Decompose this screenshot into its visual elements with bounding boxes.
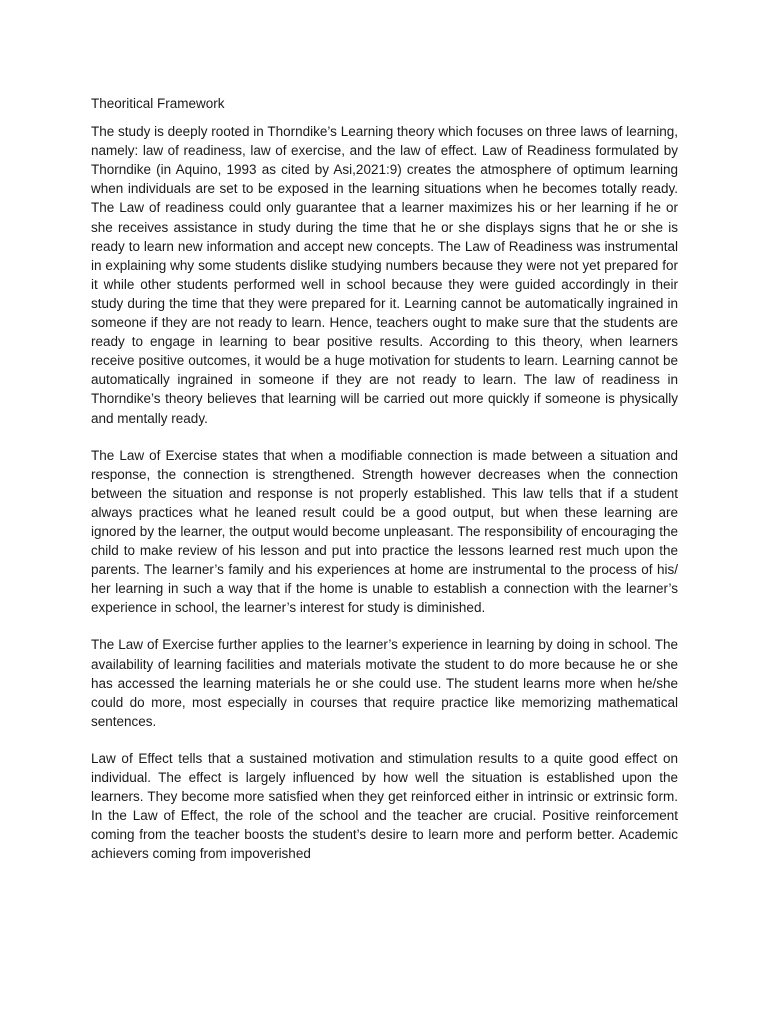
paragraph-law-of-effect: Law of Effect tells that a sustained motivation and stimulation results to a quite good effect on individual. The effect is largely influenced by how well the situation is established upon the learners. They become more satisfied when they get reinforced either in intrinsic or extrinsic form. In the Law of Effect, the role of the school and the teacher are crucial. Positive reinforcement coming from the teacher boosts the student’s desire to learn more and perform better. Academic achievers coming from impoverished [91,750,678,862]
paragraph-law-of-exercise-further: The Law of Exercise further applies to the learner’s experience in learning by doing in school. The availability of learning facilities and materials motivate the student to do more because he or she has accessed the learning materials he or she could use. The student learns more when he/she could do more, most especially in courses that require practice like memorizing mathematical sentences. [91,637,678,729]
section-heading: Theoritical Framework [91,96,225,111]
document-body [91,94,678,863]
paragraph-law-of-readiness: The study is deeply rooted in Thorndike’s Learning theory which focuses on three laws of learning, namely: law of readiness, law of exercise, and the law of effect. Law of Readiness formulated by Thorndike (in Aquino, 1993 as cited by Asi,2021:9) creates the atmosphere of optimum learning when individuals are set to be exposed in the learning situations when he becomes totally ready. The Law of readiness could only guarantee that a learner maximizes his or her learning if he or she receives assistance in study during the time that he or she displays signs that he or she is ready to learn new information and accept new concepts. The Law of Readiness was instrumental in explaining why some students dislike studying numbers because they were not yet prepared for it while other students performed well in school because they were guided accordingly in their study during the time that they were prepared for it. Learning cannot be automatically ingrained in someone if they are not ready to learn. Hence, teachers ought to make sure that the students are ready to engage in learning to bear positive results. According to this theory, when learners receive positive outcomes, it would be a huge motivation for students to learn. Learning cannot be automatically ingrained in someone if they are not ready to learn. The law of readiness in Thorndike’s theory believes that learning will be carried out more quickly if someone is physically and mentally ready. [91,124,678,426]
paragraph-law-of-exercise: The Law of Exercise states that when a modifiable connection is made between a situation and response, the connection is strengthened. Strength however decreases when the connection between the situation and response is not properly established. This law tells that if a student always practices what he leaned result could be a good output, but when these learning are ignored by the learner, the output would become unpleasant. The responsibility of encouraging the child to make review of his lesson and put into practice the lessons learned rest much upon the parents. The learner’s family and his experiences at home are instrumental to the process of his/ her learning in such a way that if the home is unable to establish a connection with the learner’s experience in school, the learner’s interest for study is diminished. [91,447,678,616]
